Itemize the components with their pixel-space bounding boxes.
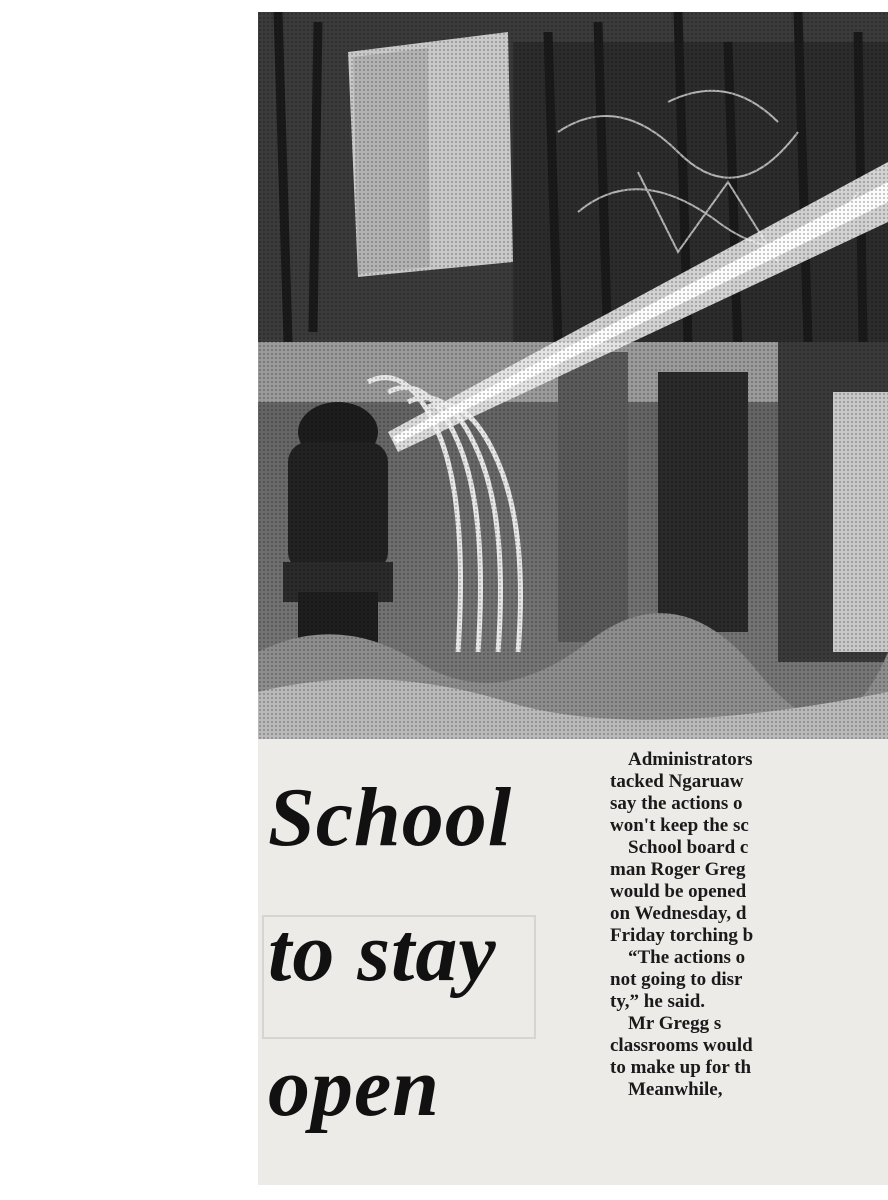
body-line: classrooms would	[610, 1035, 753, 1056]
body-line: would be opened	[610, 881, 747, 902]
fire-damaged-building-photo-icon	[258, 12, 888, 739]
headline-line-3: open	[268, 1041, 440, 1134]
body-line: won't keep the sc	[610, 815, 749, 836]
body-line: to make up for th	[610, 1057, 752, 1078]
body-line: Friday torching b	[610, 925, 754, 946]
body-line: tacked Ngaruaw	[610, 771, 744, 792]
body-line: man Roger Greg	[610, 859, 746, 880]
body-line: not going to disr	[610, 969, 743, 990]
body-line: School board c	[628, 837, 749, 858]
body-line: Meanwhile,	[628, 1079, 723, 1100]
article-body	[610, 749, 888, 1101]
body-line: Administrators	[628, 749, 753, 770]
body-line: ty,” he said.	[610, 991, 706, 1012]
headline-line-2: to stay	[268, 906, 497, 999]
newspaper-clipping	[258, 12, 888, 1185]
body-line: on Wednesday, d	[610, 903, 747, 924]
body-line: say the actions o	[610, 793, 743, 814]
body-line: “The actions o	[628, 947, 746, 968]
headline-line-1: School	[268, 771, 513, 864]
news-photo	[258, 12, 888, 739]
article-area	[258, 739, 888, 1185]
body-line: Mr Gregg s	[628, 1013, 722, 1034]
